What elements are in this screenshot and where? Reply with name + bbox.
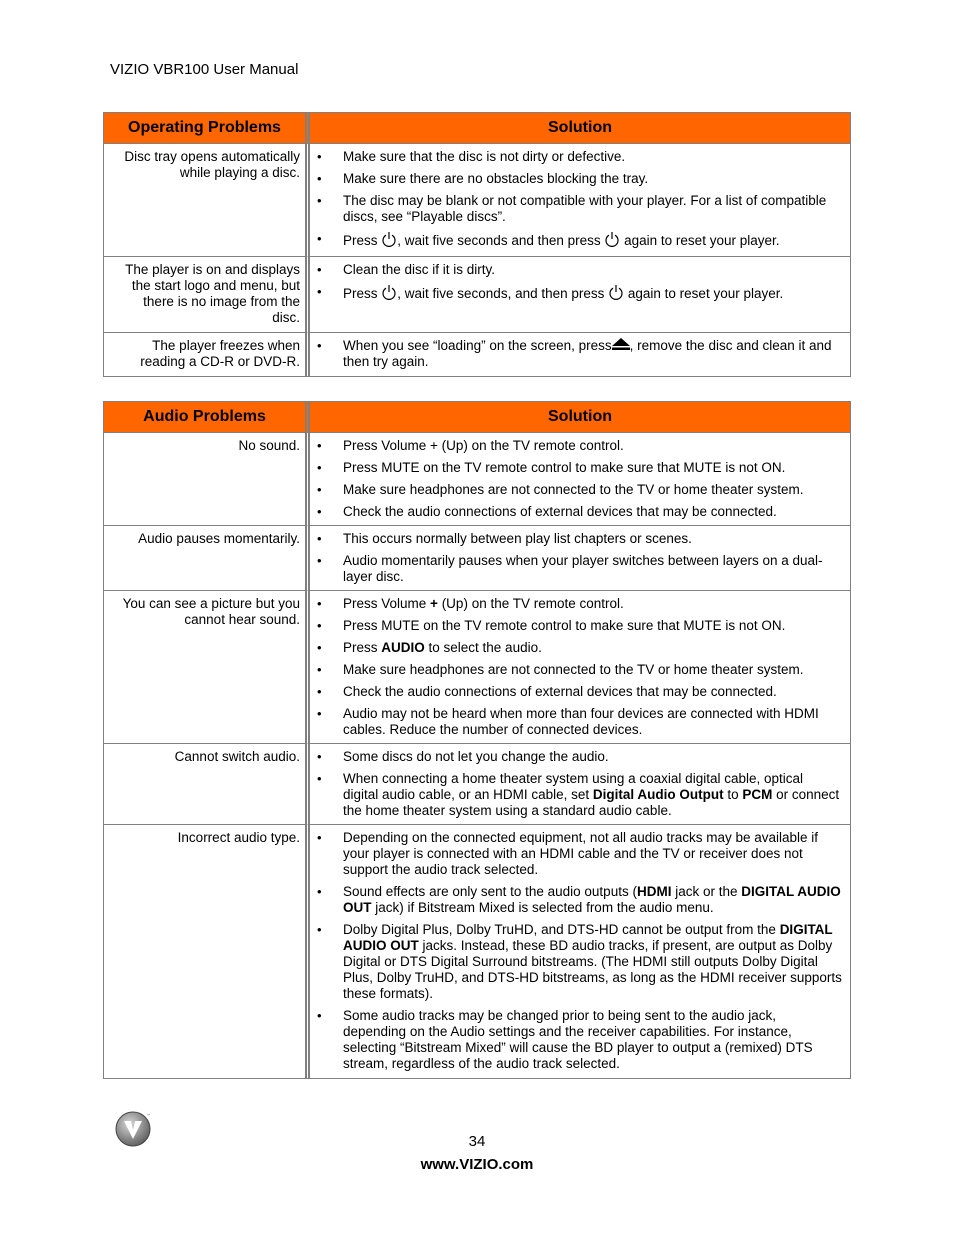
solution-cell xyxy=(310,433,850,526)
solution-item: • Check the audio connections of external devices that may be connected. xyxy=(310,684,842,700)
text: Press xyxy=(343,233,382,248)
power-icon xyxy=(608,284,624,300)
solution-item xyxy=(310,338,842,370)
solution-item: • Check the audio connections of external devices that may be connected. xyxy=(310,504,842,520)
text: , wait five seconds, and then press xyxy=(397,286,609,301)
text: or connect the home theater system using a standard audio cable. xyxy=(343,787,840,818)
bold-text: DIGITAL AUDIO OUT xyxy=(343,884,841,915)
text: jack) if Bitstream Mixed is selected from the audio menu. xyxy=(371,900,714,915)
eject-icon xyxy=(612,338,630,350)
solution-cell xyxy=(310,526,850,591)
bold-text: DIGITAL AUDIO OUT xyxy=(343,922,833,953)
text: Press xyxy=(343,286,382,301)
power-icon xyxy=(381,284,397,300)
problem-cell: You can see a picture but you cannot hear sound. xyxy=(104,591,310,744)
bold-text: Digital Audio Output xyxy=(592,787,724,802)
problem-cell: No sound. xyxy=(104,433,310,526)
solution-item: • Press Volume + (Up) on the TV remote control. xyxy=(310,438,842,454)
solution-item: • Make sure that the disc is not dirty or defective. xyxy=(310,149,842,165)
solution-cell xyxy=(310,744,850,825)
solution-item: • Some audio tracks may be changed prior to being sent to the audio jack, depending on the Audio settings and the receiver capabilities. For instance, selecting “Bitstream Mixed” will cause the BD player to output a (remixed) DTS stream, regardless of the audio track selected. xyxy=(310,1008,842,1072)
col-header-solution: Solution xyxy=(310,402,850,433)
text: When connecting a home theater system using a coaxial digital cable, optical digital audio cable, or an HDMI cable, set xyxy=(343,771,804,802)
text: , wait five seconds and then press xyxy=(397,233,605,248)
table-row xyxy=(104,825,850,1078)
power-icon xyxy=(381,231,397,247)
text: jack or the xyxy=(671,884,742,899)
bold-text: AUDIO xyxy=(381,640,425,655)
problem-cell: Cannot switch audio. xyxy=(104,744,310,825)
power-icon xyxy=(604,231,620,247)
text: again to reset your player. xyxy=(620,233,780,248)
col-header-audio-problems: Audio Problems xyxy=(104,402,310,433)
table-row xyxy=(104,333,850,376)
solution-item xyxy=(310,231,842,249)
table-row xyxy=(104,257,850,333)
solution-item xyxy=(310,284,842,302)
solution-item: • Some discs do not let you change the audio. xyxy=(310,749,842,765)
solution-cell xyxy=(310,591,850,744)
solution-item xyxy=(310,640,842,656)
audio-problems-table xyxy=(103,401,851,1079)
text: Dolby Digital Plus, Dolby TruHD, and DTS-HD cannot be output from the xyxy=(343,922,780,937)
table-header-row xyxy=(104,113,850,144)
problem-cell: Disc tray opens automatically while playing a disc. xyxy=(104,144,310,257)
col-header-operating-problems: Operating Problems xyxy=(104,113,310,144)
solution-cell xyxy=(310,333,850,376)
solution-item: • Audio may not be heard when more than four devices are connected with HDMI cables. Reduce the number of connected devices. xyxy=(310,706,842,738)
page-number: 34 xyxy=(468,1133,486,1150)
solution-item: • Press MUTE on the TV remote control to make sure that MUTE is not ON. xyxy=(310,460,842,476)
text: Press xyxy=(343,640,382,655)
text: jacks. Instead, these BD audio tracks, if present, are output as Dolby Digital or DTS Digital Surround bitstreams. (The HDMI still outputs Dolby Digital Plus, Dolby TruHD, and DTS-HD bitstreams, as long as the HDMI receiver supports these formats). xyxy=(343,938,842,1001)
svg-text:™: ™ xyxy=(147,1113,150,1117)
text: again to reset your player. xyxy=(624,286,784,301)
bold-text: + xyxy=(430,596,438,611)
text: to select the audio. xyxy=(424,640,542,655)
text: Sound effects are only sent to the audio outputs ( xyxy=(343,884,637,899)
text: (Up) on the TV remote control. xyxy=(437,596,624,611)
table-row xyxy=(104,144,850,257)
table-row xyxy=(104,526,850,591)
table-row xyxy=(104,744,850,825)
solution-item xyxy=(310,771,842,819)
text: When you see “loading” on the screen, press xyxy=(343,338,612,353)
problem-cell: Incorrect audio type. xyxy=(104,825,310,1078)
solution-cell xyxy=(310,825,850,1078)
solution-item: • The disc may be blank or not compatible with your player. For a list of compatible discs, see “Playable discs”. xyxy=(310,193,842,225)
solution-item: • Press MUTE on the TV remote control to make sure that MUTE is not ON. xyxy=(310,618,842,634)
solution-item: • Depending on the connected equipment, not all audio tracks may be available if your player is connected with an HDMI cable and the TV or receiver does not support the audio track selected. xyxy=(310,830,842,878)
solution-item: • Audio momentarily pauses when your player switches between layers on a dual-layer disc. xyxy=(310,553,842,585)
solution-cell xyxy=(310,257,850,333)
solution-item: • Make sure headphones are not connected to the TV or home theater system. xyxy=(310,482,842,498)
problem-cell: Audio pauses momentarily. xyxy=(104,526,310,591)
solution-item xyxy=(310,922,842,1002)
table-header-row xyxy=(104,402,850,433)
problem-cell: The player is on and displays the start logo and menu, but there is no image from the disc. xyxy=(104,257,310,333)
text: to xyxy=(723,787,743,802)
solution-cell xyxy=(310,144,850,257)
operating-problems-table xyxy=(103,112,851,377)
solution-item: • Make sure there are no obstacles blocking the tray. xyxy=(310,171,842,187)
col-header-solution: Solution xyxy=(310,113,850,144)
text: , remove the disc and clean it and then try again. xyxy=(343,338,832,369)
solution-item: • This occurs normally between play list chapters or scenes. xyxy=(310,531,842,547)
solution-item: • Make sure headphones are not connected to the TV or home theater system. xyxy=(310,662,842,678)
solution-item xyxy=(310,596,842,612)
table-row xyxy=(104,433,850,526)
bold-text: PCM xyxy=(742,787,773,802)
problem-cell: The player freezes when reading a CD-R or DVD-R. xyxy=(104,333,310,376)
table-row xyxy=(104,591,850,744)
document-title: VIZIO VBR100 User Manual xyxy=(110,61,299,78)
website-url: www.VIZIO.com xyxy=(420,1156,534,1173)
solution-item xyxy=(310,884,842,916)
bold-text: HDMI xyxy=(636,884,672,899)
text: Press Volume xyxy=(343,596,431,611)
solution-item: • Clean the disc if it is dirty. xyxy=(310,262,842,278)
